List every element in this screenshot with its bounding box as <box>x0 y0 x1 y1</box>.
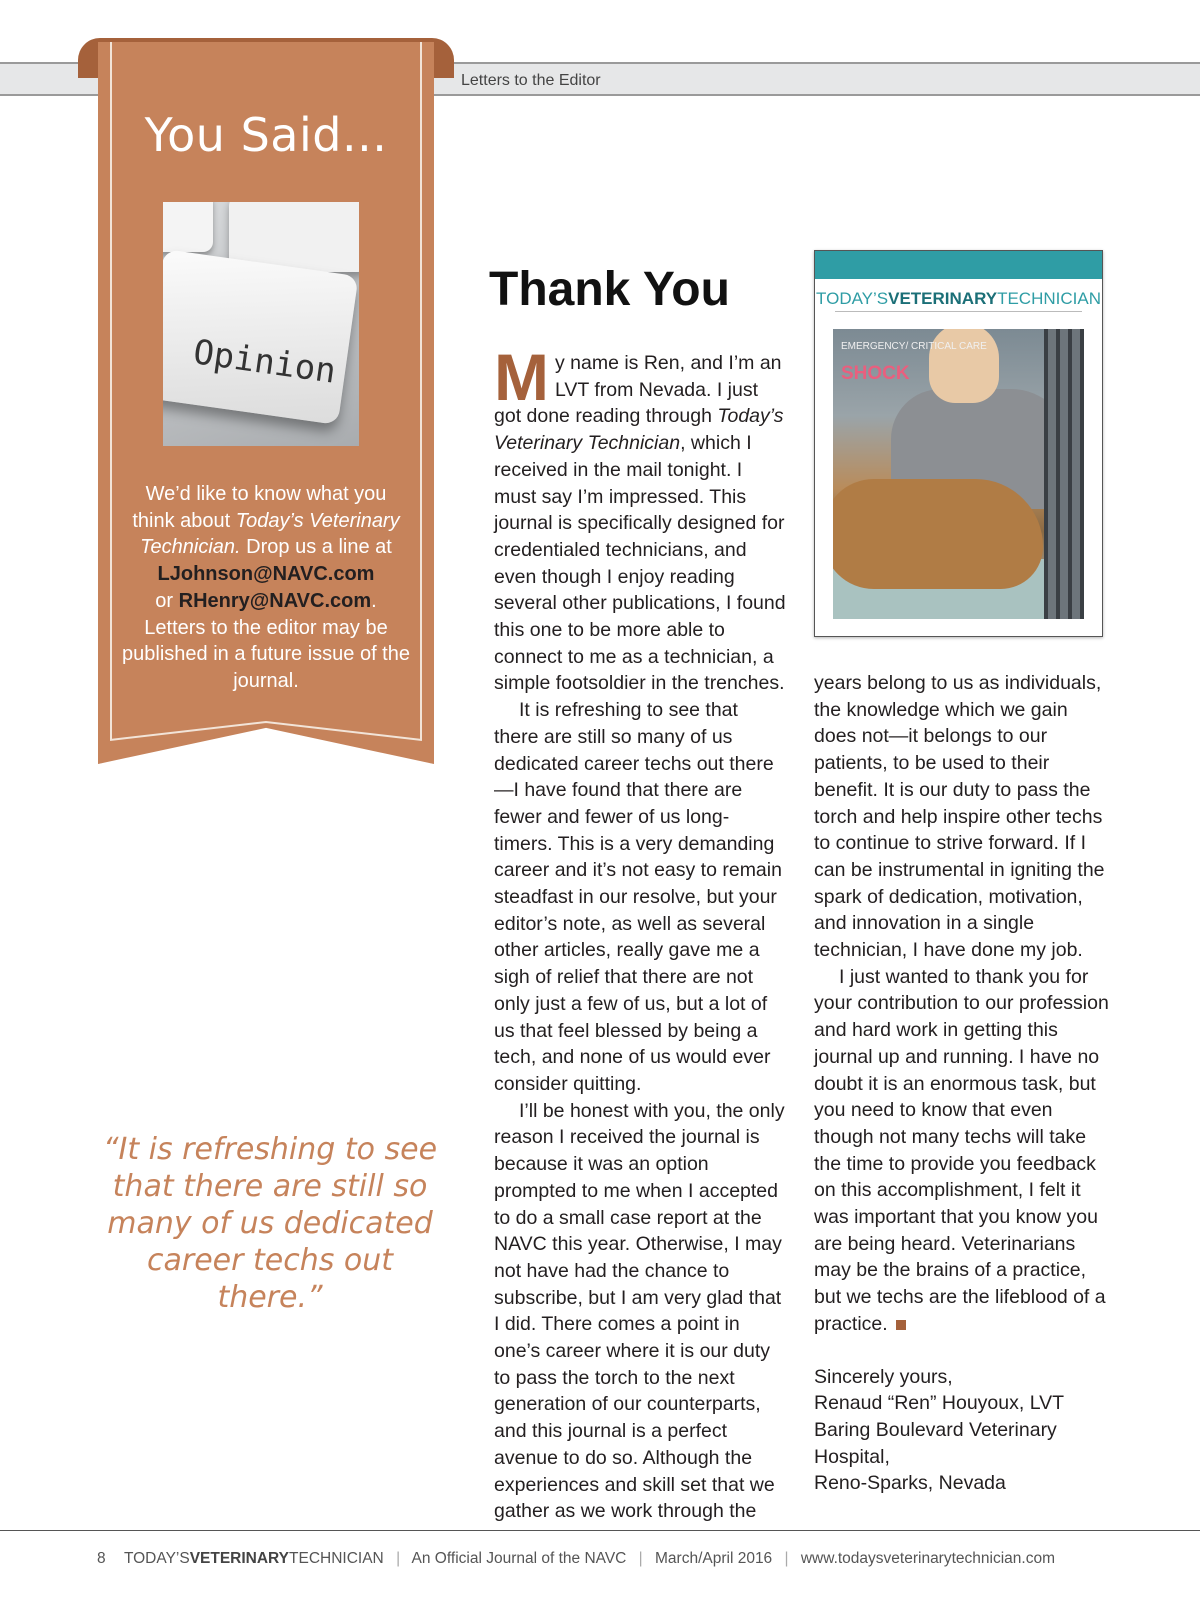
paragraph-3-continued: years belong to us as individuals, the knowledge which we gain does not—it belongs to our patients, to be used to their benefit. It is our duty to pass the torch and help inspire other techs to continue to strive forward. If I can be instrumental in igniting the spark of dedication, motivation, and innovation in a single technician, I have done my job. <box>814 672 1105 962</box>
cover-photo <box>833 329 1084 619</box>
separator: | <box>784 1550 789 1567</box>
cover-shock-label: SHOCK <box>841 363 910 384</box>
invitation-text: We’d like to know what you think about <box>132 483 387 532</box>
publication-note: Letters to the editor may be published in a future issue of the journal. <box>122 616 410 692</box>
sign-location: Reno-Sparks, Nevada <box>814 1472 1006 1495</box>
separator: | <box>396 1550 401 1567</box>
paragraph-3: I’ll be honest with you, the only reason I received the journal is because it was an option prompted to me when I accepted to do a small case report at the NAVC this year. Otherwise, I may not have had the chance to subscribe, but I am very glad that I did. There comes a point in one’s career where it is our duty to pass the torch to the next generation of our counterparts, and this journal is a perfect avenue to do so. Although the experiences and skill set that we gather as we work through the <box>494 1099 785 1523</box>
cover-emergency-label: EMERGENCY/ CRITICAL CARE <box>841 341 987 352</box>
footer-brand <box>124 1550 384 1567</box>
opinion-keyboard-photo <box>163 202 359 446</box>
footer-journal: An Official Journal of the NAVC <box>411 1550 627 1567</box>
email-link-ljohnson[interactable]: LJohnson@NAVC.com <box>157 563 375 586</box>
masthead-part: VETERINARY <box>888 289 998 308</box>
drop-cap: M <box>494 340 549 414</box>
keyboard-key <box>163 202 213 252</box>
opinion-key-label: Opinion <box>190 332 339 392</box>
cover-rule <box>835 311 1082 315</box>
article-column-2 <box>814 670 1114 1497</box>
masthead-part: TECHNICIAN <box>997 289 1101 308</box>
cover-masthead <box>815 289 1102 309</box>
journal-name: Today’s Veterinary Technician. <box>140 509 400 559</box>
footer <box>97 1550 1055 1568</box>
cage-bars <box>1044 329 1084 619</box>
footer-rule <box>0 1530 1200 1531</box>
paragraph-text: , which I received in the mail tonight. I must say I’m impressed. This journal is specifically designed for credentialed technicians, and even though I enjoy reading several other publications, I found this one to be more able to connect to me as a technician, a simple footsoldier in the trenches. <box>494 432 786 695</box>
invitation-text: Drop us a line at <box>240 536 392 559</box>
ribbon-title: You Said... <box>144 108 388 162</box>
brand-part: TODAY’S <box>123 1550 190 1567</box>
cover-top-bar <box>815 251 1102 279</box>
paragraph-text: I just wanted to thank you for your contribution to our profession and hard work in getting this journal up and running. I have no doubt it is an enormous task, but you need to know that even though not many techs will take the time to provide you feedback on this accomplishment, I felt it was important that you know you are being heard. Veterinarians may be the brains of a practice, but we techs are the lifeblood of a practice. <box>814 965 1109 1335</box>
paragraph-4 <box>814 964 1114 1338</box>
article-title: Thank You <box>489 263 730 316</box>
footer-issue: March/April 2016 <box>655 1550 773 1567</box>
section-label: Letters to the Editor <box>461 72 601 89</box>
email-link-rhenry[interactable]: RHenry@NAVC.com <box>178 589 372 612</box>
separator: | <box>638 1550 643 1567</box>
or-text: or <box>155 589 179 612</box>
page-number: 8 <box>97 1550 106 1567</box>
footer-url[interactable]: www.todaysveterinarytechnician.com <box>800 1550 1055 1567</box>
article-column-1 <box>494 340 786 1525</box>
ribbon-bottom-line <box>110 720 422 744</box>
magazine-cover <box>814 250 1103 637</box>
paragraph-1 <box>494 340 786 697</box>
paragraph-2: It is refreshing to see that there are still so many of us dedicated career techs out there—I have found that there are fewer and fewer of us long-timers. This is a very demanding career and it’s not easy to remain steadfast in our resolve, but your editor’s note, as well as several other articles, really gave me a sigh of relief that there are not only just a few of us, but a lot of us that feel blessed by being a tech, and none of us would ever consider quitting. <box>494 699 782 1095</box>
journal-name: Today’s Veterinary Technician <box>494 405 784 455</box>
sign-closing: Sincerely yours, <box>814 1365 953 1388</box>
dog-figure <box>833 479 1043 589</box>
masthead-part: TODAY’S <box>816 289 889 308</box>
ribbon-invitation <box>122 481 410 695</box>
end-mark-icon <box>896 1320 906 1330</box>
opinion-key <box>163 249 358 425</box>
brand-part: TECHNICIAN <box>289 1550 384 1567</box>
pull-quote: “It is refreshing to see that there are still so many of us dedicated career techs out there.” <box>102 1132 438 1315</box>
sign-name: Renaud “Ren” Houyoux, LVT <box>814 1392 1065 1415</box>
sign-organization: Baring Boulevard Veterinary Hospital, <box>814 1418 1057 1468</box>
period: . <box>371 589 377 612</box>
brand-part: VETERINARY <box>189 1550 290 1567</box>
paragraph-text: y name is Ren, and I’m an LVT from Nevada. I just got done reading through <box>494 352 782 428</box>
